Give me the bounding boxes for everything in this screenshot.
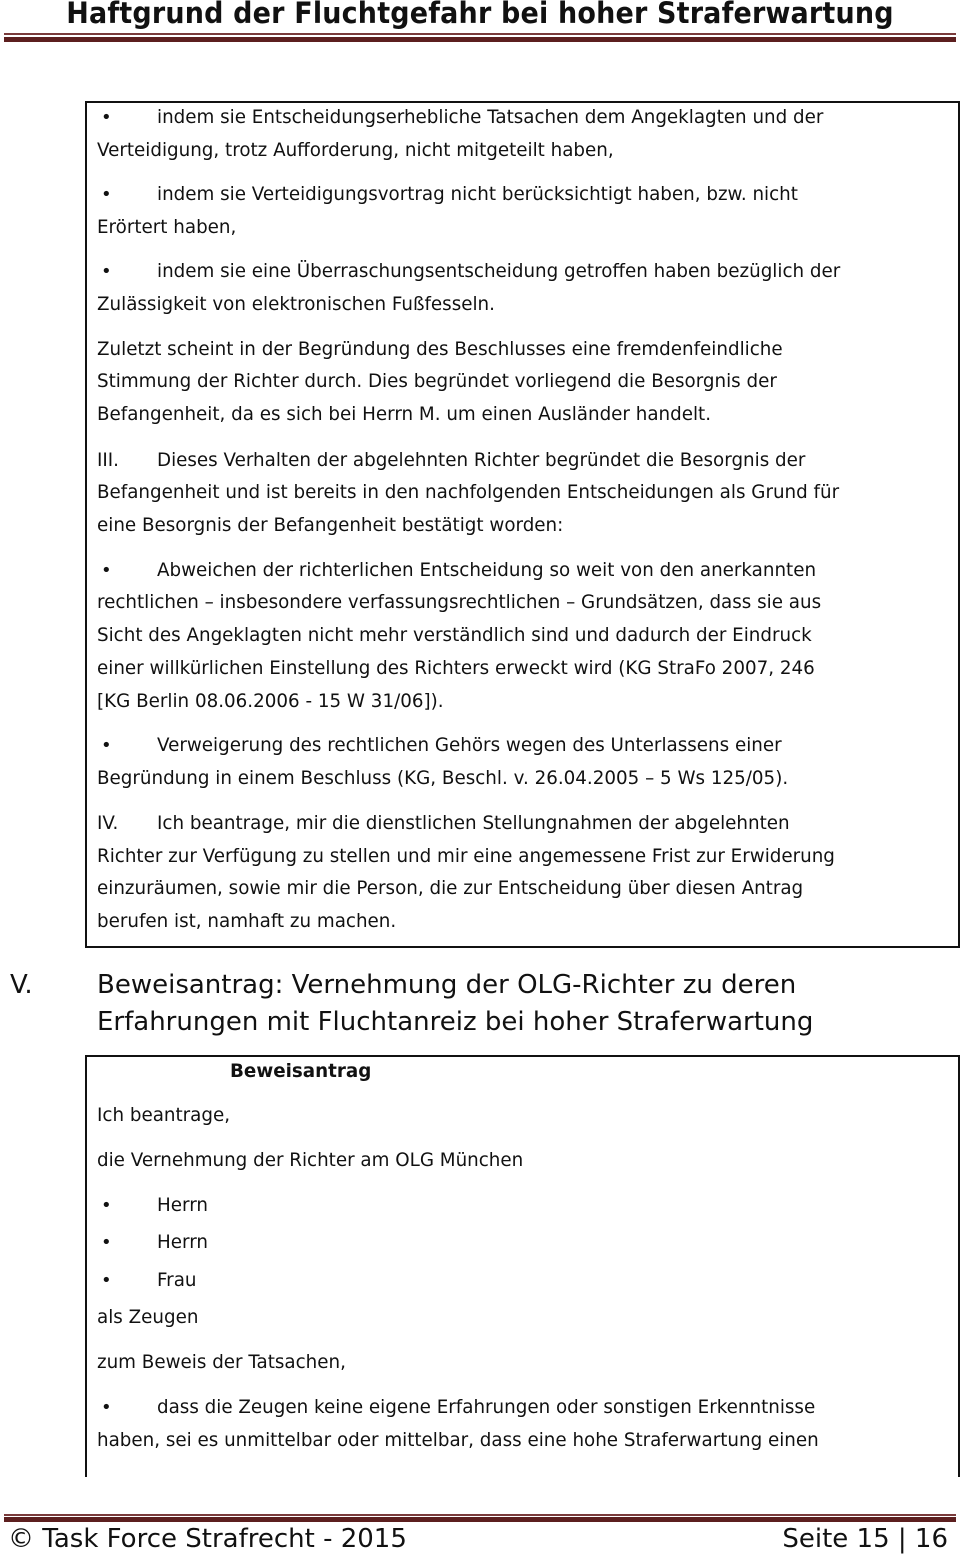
document-header-title: Haftgrund der Fluchtgefahr bei hoher Straferwartung bbox=[66, 0, 894, 30]
text-line: Befangenheit und ist bereits in den nachfolgenden Entscheidungen als Grund für bbox=[97, 482, 840, 503]
page-number: Seite 15 | 16 bbox=[782, 1524, 948, 1554]
text-line: Zulässigkeit von elektronischen Fußfesseln. bbox=[97, 294, 495, 315]
bullet-icon: • bbox=[101, 1397, 112, 1418]
footer-divider bbox=[4, 1517, 956, 1522]
section-number: V. bbox=[10, 970, 33, 1000]
text-line: Dieses Verhalten der abgelehnten Richter begründet die Besorgnis der bbox=[157, 450, 806, 471]
text-line: als Zeugen bbox=[97, 1307, 199, 1328]
text-line: Ich beantrage, mir die dienstlichen Stellungnahmen der abgelehnten bbox=[157, 813, 790, 834]
section-heading-line: Erfahrungen mit Fluchtanreiz bei hoher Straferwartung bbox=[97, 1007, 814, 1037]
text-line: rechtlichen – insbesondere verfassungsrechtlichen – Grundsätzen, dass sie aus bbox=[97, 592, 822, 613]
text-line: die Vernehmung der Richter am OLG München bbox=[97, 1150, 524, 1171]
text-line: Befangenheit, da es sich bei Herrn M. um einen Ausländer handelt. bbox=[97, 404, 712, 425]
text-line: Verweigerung des rechtlichen Gehörs wegen des Unterlassens einer bbox=[157, 735, 782, 756]
bullet-icon: • bbox=[101, 735, 112, 756]
bullet-icon: • bbox=[101, 1195, 112, 1216]
text-line: einzuräumen, sowie mir die Person, die zur Entscheidung über diesen Antrag bbox=[97, 878, 804, 899]
footer-copyright bbox=[8, 1524, 407, 1554]
text-line: Stimmung der Richter durch. Dies begründet vorliegend die Besorgnis der bbox=[97, 371, 777, 392]
text-line: Herrn bbox=[157, 1195, 208, 1216]
text-line: Ich beantrage, bbox=[97, 1105, 231, 1126]
text-line: indem sie Entscheidungserhebliche Tatsachen dem Angeklagten und der bbox=[157, 107, 824, 128]
text-line: Herrn bbox=[157, 1232, 208, 1253]
text-line: einer willkürlichen Einstellung des Richters erweckt wird (KG StraFo 2007, 246 bbox=[97, 658, 815, 679]
text-line: Erörtert haben, bbox=[97, 217, 237, 238]
text-line: Frau bbox=[157, 1270, 197, 1291]
text-line: Abweichen der richterlichen Entscheidung so weit von den anerkannten bbox=[157, 560, 817, 581]
bullet-icon: • bbox=[101, 1232, 112, 1253]
text-line: Begründung in einem Beschluss (KG, Beschl. v. 26.04.2005 – 5 Ws 125/05). bbox=[97, 768, 789, 789]
copyright-icon: © bbox=[8, 1524, 34, 1554]
bullet-icon: • bbox=[101, 184, 112, 205]
text-line: berufen ist, namhaft zu machen. bbox=[97, 911, 397, 932]
text-line: indem sie eine Überraschungsentscheidung getroffen haben bezüglich der bbox=[157, 261, 841, 282]
evidence-motion-title: Beweisantrag bbox=[230, 1061, 372, 1082]
text-line: Verteidigung, trotz Aufforderung, nicht mitgeteilt haben, bbox=[97, 140, 614, 161]
text-line: Richter zur Verfügung zu stellen und mir eine angemessene Frist zur Erwiderung bbox=[97, 846, 835, 867]
section-heading-line: Beweisantrag: Vernehmung der OLG-Richter zu deren bbox=[97, 970, 797, 1000]
text-line: zum Beweis der Tatsachen, bbox=[97, 1352, 346, 1373]
bullet-icon: • bbox=[101, 560, 112, 581]
bullet-icon: • bbox=[101, 1270, 112, 1291]
header-divider bbox=[4, 37, 956, 42]
text-line: dass die Zeugen keine eigene Erfahrungen oder sonstigen Erkenntnisse bbox=[157, 1397, 816, 1418]
text-line: indem sie Verteidigungsvortrag nicht berücksichtigt haben, bzw. nicht bbox=[157, 184, 798, 205]
bullet-icon: • bbox=[101, 261, 112, 282]
text-line: eine Besorgnis der Befangenheit bestätigt worden: bbox=[97, 515, 564, 536]
paragraph-number: IV. bbox=[97, 813, 119, 834]
bullet-icon: • bbox=[101, 107, 112, 128]
text-line: Sicht des Angeklagten nicht mehr verständlich sind und dadurch der Eindruck bbox=[97, 625, 812, 646]
footer-text: Task Force Strafrecht - 2015 bbox=[42, 1524, 407, 1554]
text-line: haben, sei es unmittelbar oder mittelbar, dass eine hohe Straferwartung einen bbox=[97, 1430, 819, 1451]
text-line: [KG Berlin 08.06.2006 - 15 W 31/06]). bbox=[97, 691, 444, 712]
footer-divider-thin bbox=[4, 1514, 956, 1516]
paragraph-number: III. bbox=[97, 450, 119, 471]
header-divider-thin bbox=[4, 33, 956, 35]
text-line: Zuletzt scheint in der Begründung des Beschlusses eine fremdenfeindliche bbox=[97, 339, 783, 360]
